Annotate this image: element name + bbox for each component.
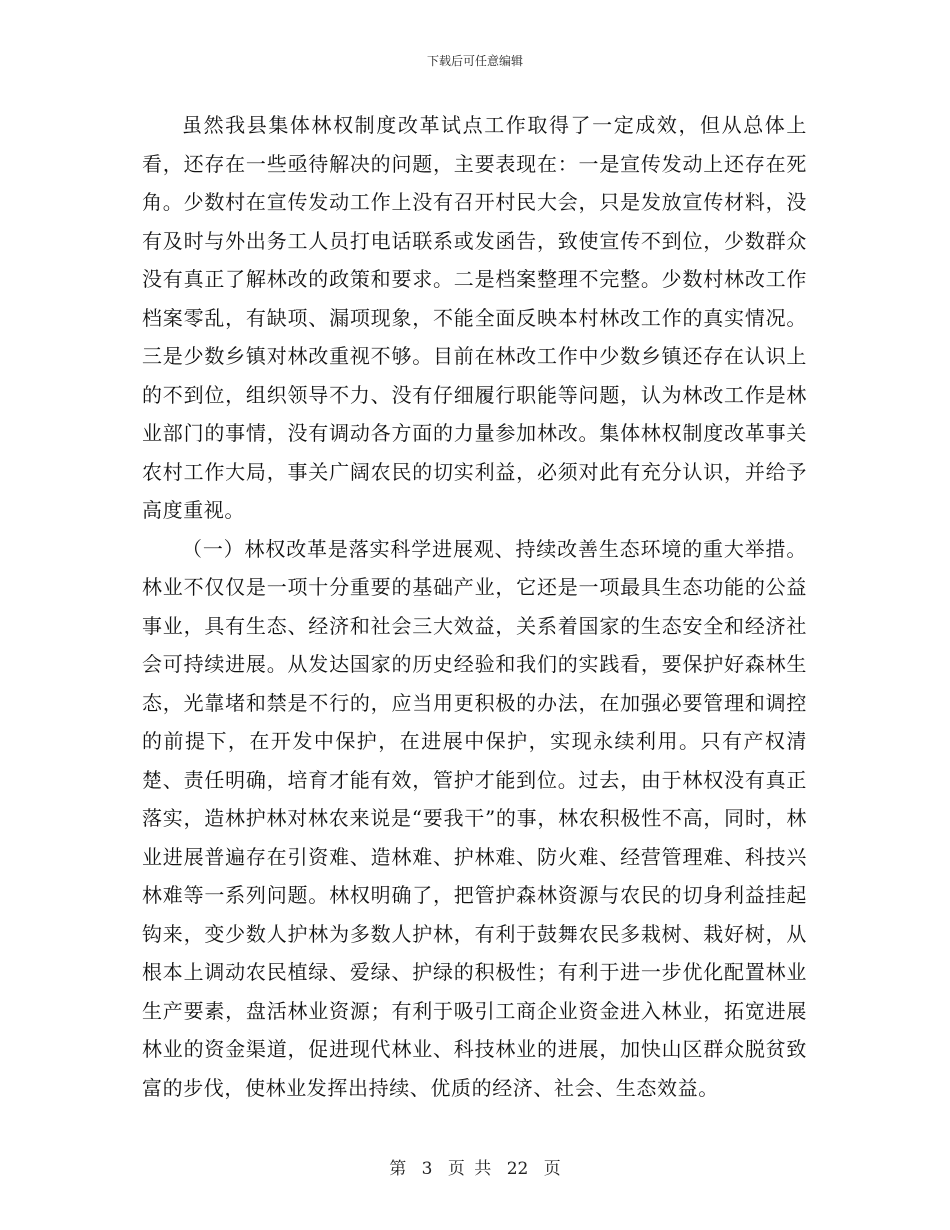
footer-suffix: 页 bbox=[543, 1159, 561, 1179]
footer-middle: 页 共 bbox=[447, 1159, 492, 1179]
page-footer bbox=[0, 1154, 950, 1179]
paragraph-problems: 虽然我县集体林权制度改革试点工作取得了一定成效，但从总体上看，还存在一些亟待解决的问题，主要表现在：一是宣传发动上还存在死角。少数村在宣传发动工作上没有召开村民大会，只是发放宣传材料，没有及时与外出务工人员打电话联系或发函告，致使宣传不到位，少数群众没有真正了解林改的政策和要求。二是档案整理不完整。少数村林改工作档案零乱，有缺项、漏项现象，不能全面反映本村林改工作的真实情况。三是少数乡镇对林改重视不够。目前在林改工作中少数乡镇还存在认识上的不到位，组织领导不力、没有仔细履行职能等问题，认为林改工作是林业部门的事情，没有调动各方面的力量参加林改。集体林权制度改革事关农村工作大局，事关广阔农民的切实利益，必须对此有充分认识，并给予高度重视。 bbox=[142, 113, 807, 522]
footer-total-pages: 22 bbox=[506, 1159, 529, 1179]
footer-prefix: 第 bbox=[389, 1159, 407, 1179]
page-header-note: 下载后可任意编辑 bbox=[426, 54, 523, 68]
footer-current-page: 3 bbox=[421, 1159, 433, 1179]
paragraph-forestry-reform: （一）林权改革是落实科学进展观、持续改善生态环境的重大举措。林业不仅仅是一项十分重要的基础产业，它还是一项最具生态功能的公益事业，具有生态、经济和社会三大效益，关系着国家的生态安全和经济社会可持续进展。从发达国家的历史经验和我们的实践看，要保护好森林生态，光靠堵和禁是不行的，应当用更积极的办法，在加强必要管理和调控的前提下，在开发中保护，在进展中保护，实现永续利用。只有产权清楚、责任明确，培育才能有效，管护才能到位。过去，由于林权没有真正落实，造林护林对林农来说是“要我干”的事，林农积极性不高，同时，林业进展普遍存在引资难、造林难、护林难、防火难、经营管理难、科技兴林难等一系列问题。林权明确了，把管护森林资源与农民的切身利益挂起钩来，变少数人护林为多数人护林，有利于鼓舞农民多栽树、栽好树，从根本上调动农民植绿、爱绿、护绿的积极性；有利于进一步优化配置林业生产要素，盘活林业资源；有利于吸引工商企业资金进入林业，拓宽进展林业的资金渠道，促进现代林业、科技林业的进展，加快山区群众脱贫致富的步伐，使林业发挥出持续、优质的经济、社会、生态效益。 bbox=[142, 536, 807, 1100]
document-body bbox=[142, 106, 807, 1107]
